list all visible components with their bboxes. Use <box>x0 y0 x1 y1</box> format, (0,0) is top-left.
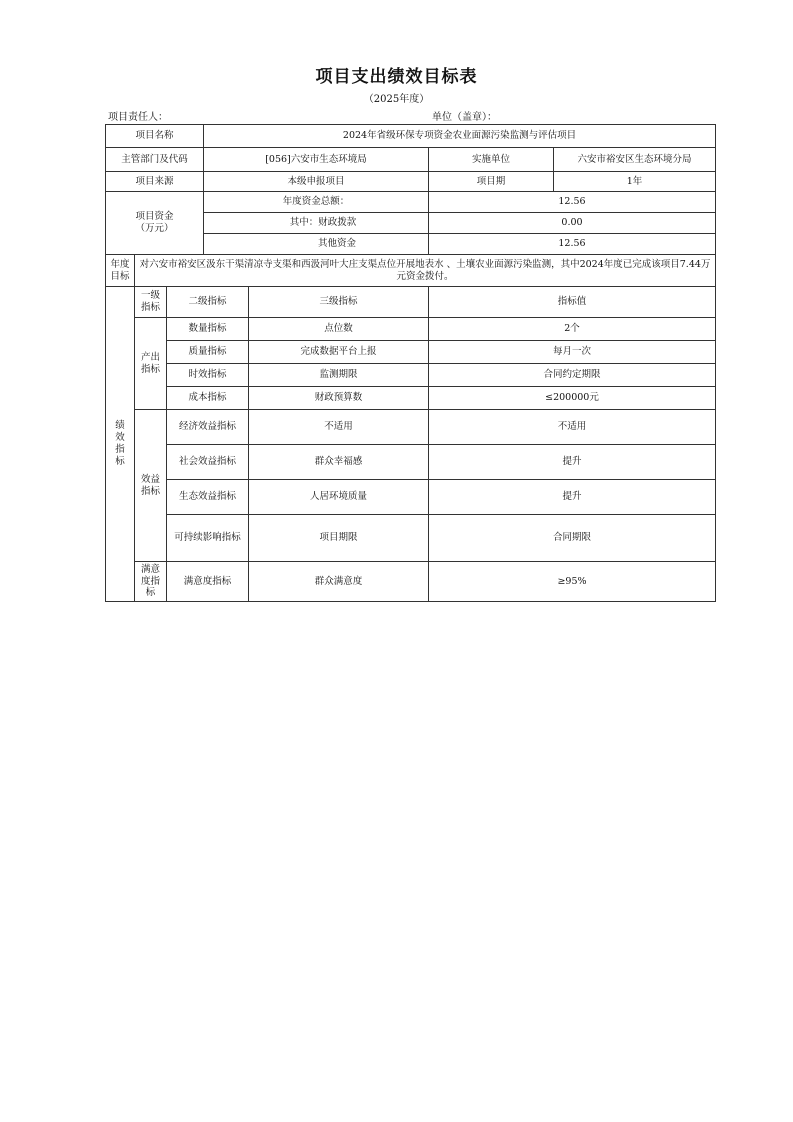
implementing-unit-label: 实施单位 <box>429 148 554 172</box>
project-source-value: 本级申报项目 <box>204 172 429 192</box>
row-annual-goal <box>106 255 716 287</box>
row-project-name <box>106 125 716 148</box>
benefit-level3: 人居环境质量 <box>249 480 429 515</box>
output-level2: 质量指标 <box>167 341 249 364</box>
satisfaction-level3: 群众满意度 <box>249 562 429 602</box>
output-level3: 完成数据平台上报 <box>249 341 429 364</box>
output-level2: 数量指标 <box>167 318 249 341</box>
fund-total-value: 12.56 <box>429 192 716 213</box>
table-row <box>106 515 716 562</box>
header-value: 指标值 <box>429 287 716 318</box>
output-value: 合同约定期限 <box>429 364 716 387</box>
table-row <box>106 562 716 602</box>
header-level2: 二级指标 <box>167 287 249 318</box>
benefit-value: 合同期限 <box>429 515 716 562</box>
benefit-level2: 经济效益指标 <box>167 410 249 445</box>
output-value: ≤200000元 <box>429 387 716 410</box>
table-row <box>106 341 716 364</box>
row-department <box>106 148 716 172</box>
satisfaction-indicator-label: 满意 度指 标 <box>135 562 167 602</box>
unit-seal-label: 单位（盖章）： <box>432 112 497 123</box>
project-funds-label: 项目资金 （万元） <box>106 192 204 255</box>
output-level2: 时效指标 <box>167 364 249 387</box>
fund-total-label: 年度资金总额： <box>204 192 429 213</box>
satisfaction-level2: 满意度指标 <box>167 562 249 602</box>
output-value: 每月一次 <box>429 341 716 364</box>
implementing-unit-value: 六安市裕安区生态环境分局 <box>554 148 716 172</box>
satisfaction-value: ≥95% <box>429 562 716 602</box>
responsible-person-label: 项目责任人： <box>108 112 168 123</box>
output-value: 2个 <box>429 318 716 341</box>
annual-goal-label: 年度 目标 <box>106 255 135 287</box>
project-source-label: 项目来源 <box>106 172 204 192</box>
row-fund-total <box>106 192 716 213</box>
performance-indicator-label: 绩 效 指 标 <box>106 287 135 602</box>
table-row <box>106 364 716 387</box>
project-name-label: 项目名称 <box>106 125 204 148</box>
table-row <box>106 410 716 445</box>
benefit-level2: 生态效益指标 <box>167 480 249 515</box>
benefit-value: 提升 <box>429 480 716 515</box>
header-level3: 三级指标 <box>249 287 429 318</box>
output-level3: 监测期限 <box>249 364 429 387</box>
row-indicator-headers <box>106 287 716 318</box>
header-level1: 一级 指标 <box>135 287 167 318</box>
department-value: [056]六安市生态环境局 <box>204 148 429 172</box>
fund-other-label: 其他资金 <box>204 234 429 255</box>
output-indicator-label: 产出 指标 <box>135 318 167 410</box>
output-level3: 财政预算数 <box>249 387 429 410</box>
year-subtitle: （2025年度） <box>363 94 430 105</box>
fund-other-value: 12.56 <box>429 234 716 255</box>
table-row <box>106 387 716 410</box>
table-row <box>106 445 716 480</box>
table-row <box>106 318 716 341</box>
benefit-level3: 不适用 <box>249 410 429 445</box>
benefit-value: 提升 <box>429 445 716 480</box>
benefit-level3: 项目期限 <box>249 515 429 562</box>
project-period-value: 1年 <box>554 172 716 192</box>
table-row <box>106 480 716 515</box>
benefit-level2: 可持续影响指标 <box>167 515 249 562</box>
output-level2: 成本指标 <box>167 387 249 410</box>
page-title: 项目支出绩效目标表 <box>315 67 478 87</box>
performance-target-table <box>105 124 716 602</box>
benefit-level3: 群众幸福感 <box>249 445 429 480</box>
department-label: 主管部门及代码 <box>106 148 204 172</box>
fund-fiscal-value: 0.00 <box>429 213 716 234</box>
project-period-label: 项目期 <box>429 172 554 192</box>
row-source <box>106 172 716 192</box>
benefit-value: 不适用 <box>429 410 716 445</box>
fund-fiscal-label: 其中：财政拨款 <box>204 213 429 234</box>
benefit-level2: 社会效益指标 <box>167 445 249 480</box>
annual-goal-text: 对六安市裕安区汲东干渠清凉寺支渠和西汲河叶大庄支渠点位开展地表水 、土壤农业面源污染监测，其中2024年度已完成该项目7.44万元资金拨付。 <box>135 255 716 287</box>
output-level3: 点位数 <box>249 318 429 341</box>
project-name-value: 2024年省级环保专项资金农业面源污染监测与评估项目 <box>204 125 716 148</box>
benefit-indicator-label: 效益 指标 <box>135 410 167 562</box>
